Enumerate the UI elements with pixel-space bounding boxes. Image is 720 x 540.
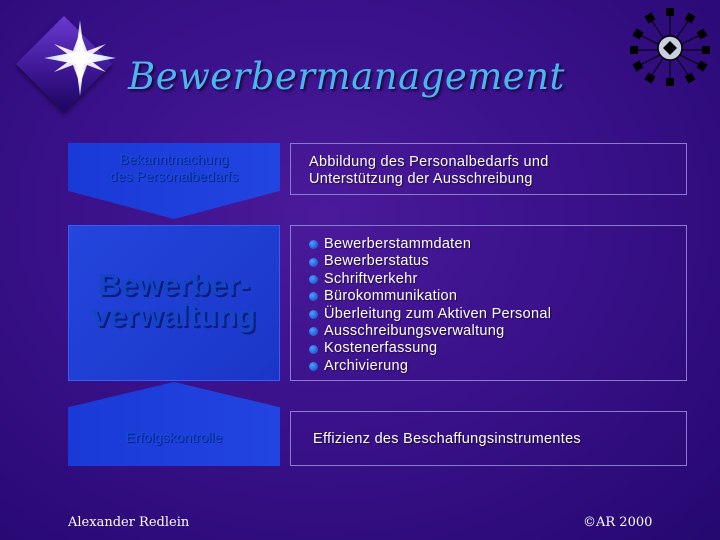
block-line: des Personalbedarfs [109,168,239,184]
box-effizienz [290,411,687,466]
slide-title: Bewerbermanagement [128,55,565,98]
box-line: Abbildung des Personalbedarfs und [309,154,549,170]
list-item [309,288,686,305]
list-item-label: Ausschreibungsverwaltung [324,323,505,340]
bullet-icon [309,345,318,354]
bullet-icon [309,362,318,371]
box-bewerberverwaltung-list [290,225,687,381]
list-item [309,358,686,375]
list-item-label: Bewerberstatus [324,253,429,270]
block-shape [68,382,280,466]
bullet-icon [309,258,318,267]
block-label [68,151,280,185]
list-item [309,236,686,253]
list-item [309,323,686,340]
bullet-icon [309,310,318,319]
block-bekanntmachung [68,143,280,219]
star-icon [40,18,120,98]
list-item [309,306,686,323]
block-line: Bekanntmachung [119,151,229,167]
bullet-icon [309,292,318,301]
footer-author: Alexander Redlein [68,515,190,530]
list-item [309,340,686,357]
box-text: Effizienz des Beschaffungsinstrumentes [313,431,581,447]
list-item [309,253,686,270]
list-item-label: Bürokommunikation [324,288,458,305]
block-bewerberverwaltung [68,225,280,381]
list-item-label: Überleitung zum Aktiven Personal [324,305,552,322]
list-item-label: Bewerberstammdaten [324,236,472,252]
bullet-icon [309,327,318,336]
logo-emblem-icon [626,6,714,88]
footer-copyright: ©AR 2000 [583,515,653,530]
list-item-label: Kostenerfassung [324,340,438,357]
bullet-icon [309,275,318,284]
bullet-list [309,236,686,375]
box-line: Unterstützung der Ausschreibung [309,171,533,187]
block-line: Erfolgskontrolle [125,429,223,445]
list-item-label: Archivierung [324,357,409,374]
list-item-label: Schriftverkehr [324,270,418,287]
block-line: Bewerber- [98,267,250,302]
box-personalbedarf [290,143,687,195]
list-item [309,271,686,288]
block-line: verwaltung [92,298,256,333]
block-erfolgskontrolle [68,382,280,466]
block-label [68,269,280,331]
block-label [68,429,280,446]
bullet-icon [309,240,318,249]
